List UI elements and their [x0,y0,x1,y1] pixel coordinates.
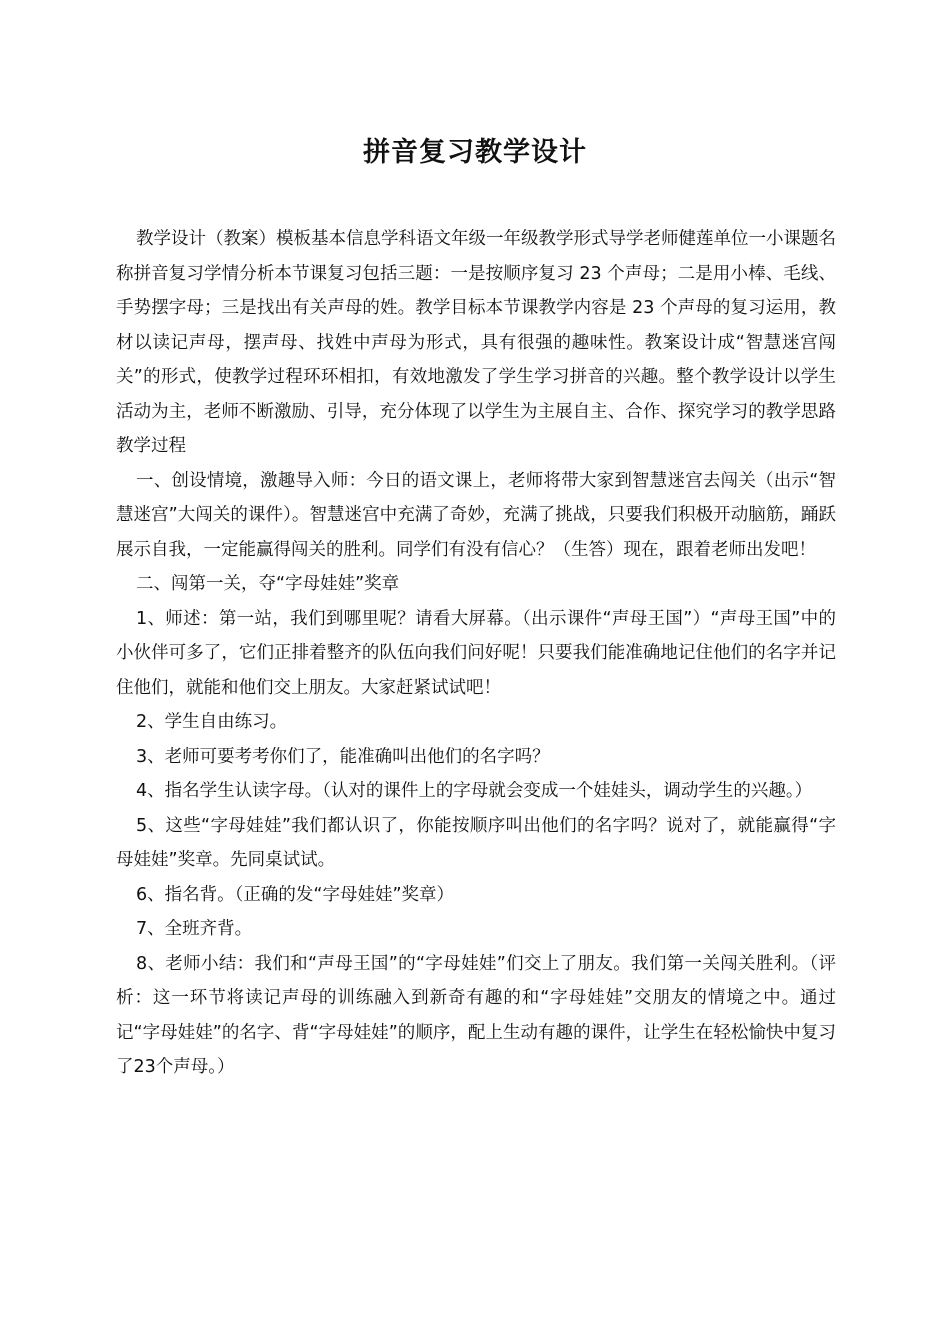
paragraph-item-8: 8、老师小结：我们和“声母王国”的“字母娃娃”们交上了朋友。我们第一关闯关胜利。（评析：这一环节将读记声母的训练融入到新奇有趣的和“字母娃娃”交朋友的情境之中。通过记“字母娃娃”的名字、背“字母娃娃”的顺序，配上生动有趣的课件，让学生在轻松愉快中复习了23个声母。） [116,953,836,1077]
paragraph-item-6: 6、指名背。（正确的发“字母娃娃”奖章） [136,884,455,905]
document-body [116,222,836,1085]
paragraph-item-2: 2、学生自由练习。 [136,712,288,732]
paragraph-item-5: 5、这些“字母娃娃”我们都认识了，你能按顺序叫出他们的名字吗？说对了，就能赢得“字母娃娃”奖章。先同桌试试。 [116,815,836,870]
paragraph-item-7: 7、全班齐背。 [136,919,253,939]
paragraph-intro: 教学设计（教案）模板基本信息学科语文年级一年级教学形式导学老师健莲单位一小课题名称拼音复习学情分析本节课复习包括三题：一是按顺序复习 23 个声母；二是用小棒、毛线、手势摆字母；三是找出有关声母的姓。教学目标本节课教学内容是 23 个声母的复习运用，教材以读记声母，摆声母、找姓中声母为形式，具有很强的趣味性。教案设计成“智慧迷宫闯关”的形式，使教学过程环环相扣，有效地激发了学生学习拼音的兴趣。整个教学设计以学生活动为主，老师不断激励、引导，充分体现了以学生为主展自主、合作、探究学习的教学思路教学过程 [116,229,836,456]
paragraph-step-1: 一、创设情境，激趣导入师：今日的语文课上，老师将带大家到智慧迷宫去闯关（出示“智慧迷宫”大闯关的课件）。智慧迷宫中充满了奇妙，充满了挑战，只要我们积极开动脑筋，踊跃展示自我，一定能赢得闯关的胜利。同学们有没有信心？（生答）现在，跟着老师出发吧！ [116,470,836,560]
paragraph-step-2-heading: 二、闯第一关，夺“字母娃娃”奖章 [136,574,400,594]
paragraph-item-1: 1、师述：第一站，我们到哪里呢？请看大屏幕。（出示课件“声母王国”）“声母王国”中的小伙伴可多了，它们正排着整齐的队伍向我们问好呢！只要我们能准确地记住他们的名字并记住他们，就能和他们交上朋友。大家赶紧试试吧！ [116,608,836,698]
paragraph-item-4: 4、指名学生认读字母。（认对的课件上的字母就会变成一个娃娃头，调动学生的兴趣。） [136,781,813,801]
paragraph-item-3: 3、老师可要考考你们了，能准确叫出他们的名字吗？ [136,746,550,767]
document-title: 拼音复习教学设计 [363,137,587,168]
